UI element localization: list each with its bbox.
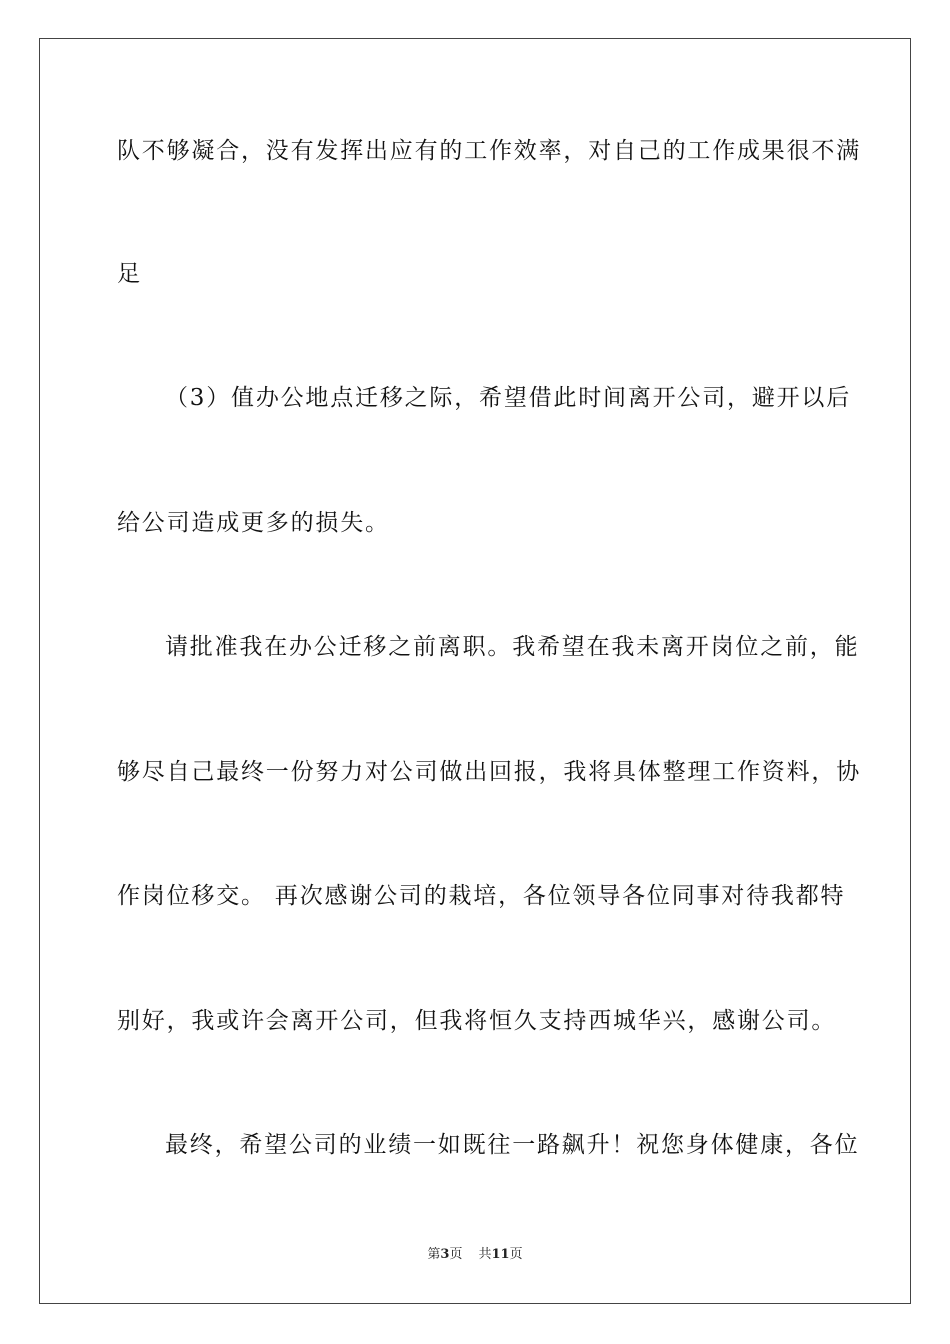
- page-prefix: 第: [427, 1247, 441, 1262]
- body-line-6: 够尽自己最终一份努力对公司做出回报，我将具体整理工作资料，协: [117, 759, 861, 785]
- body-line-3: （3）值办公地点迁移之际，希望借此时间离开公司，避开以后: [165, 385, 852, 411]
- body-line-7: 作岗位移交。 再次感谢公司的栽培，各位领导各位同事对待我都特: [117, 883, 846, 909]
- total-suffix: 页: [509, 1247, 523, 1262]
- body-line-9: 最终，希望公司的业绩一如既往一路飙升！祝您身体健康，各位: [165, 1132, 860, 1158]
- body-line-2: 足: [117, 261, 142, 287]
- total-prefix: 共: [478, 1247, 492, 1262]
- body-line-5: 请批准我在办公迁移之前离职。我希望在我未离开岗位之前，能: [165, 634, 860, 660]
- page-suffix: 页: [449, 1247, 463, 1262]
- page-footer: [0, 1246, 950, 1264]
- total-page-count: 11: [491, 1247, 510, 1262]
- current-page-number: 3: [440, 1247, 450, 1262]
- page-border: [39, 38, 911, 1304]
- body-line-4: 给公司造成更多的损失。: [117, 510, 390, 536]
- body-line-1: 队不够凝合，没有发挥出应有的工作效率，对自己的工作成果很不满: [117, 138, 861, 164]
- body-line-8: 别好，我或许会离开公司，但我将恒久支持西城华兴，感谢公司。: [117, 1008, 837, 1034]
